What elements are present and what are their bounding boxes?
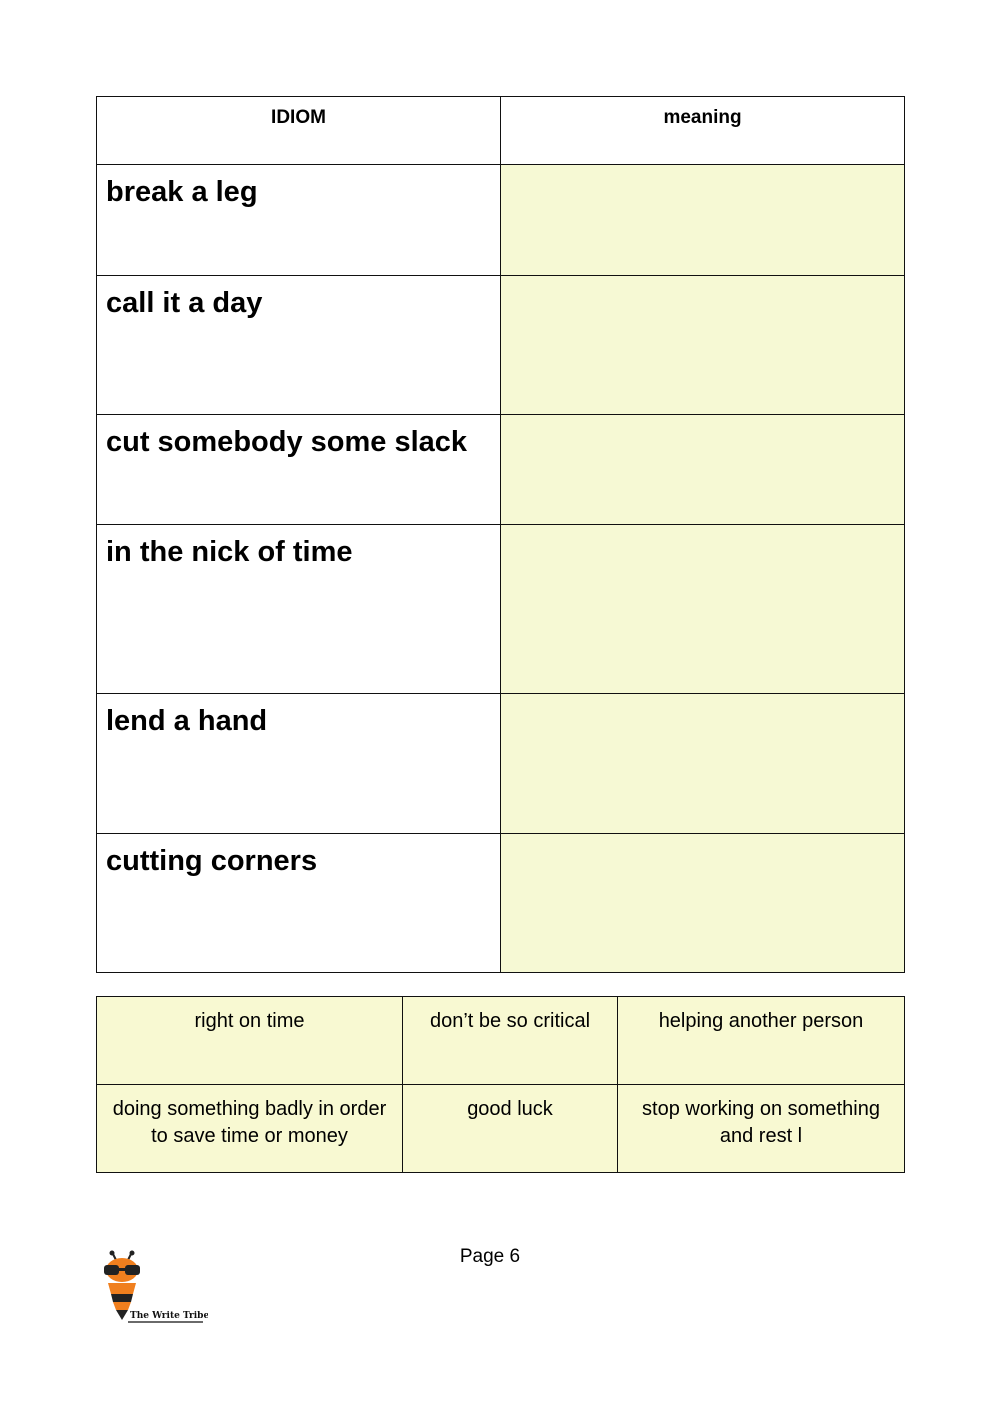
answer-bank-table xyxy=(96,996,905,1173)
idiom-cell: call it a day xyxy=(97,276,501,415)
meaning-cell[interactable] xyxy=(501,525,905,694)
answer-row xyxy=(97,1085,905,1173)
answer-card[interactable]: helping another person xyxy=(618,997,905,1085)
idiom-table xyxy=(96,96,905,973)
answer-row xyxy=(97,997,905,1085)
meaning-cell[interactable] xyxy=(501,415,905,525)
meaning-cell[interactable] xyxy=(501,165,905,276)
idiom-cell: cutting corners xyxy=(97,834,501,973)
idiom-cell: lend a hand xyxy=(97,694,501,834)
idiom-cell: in the nick of time xyxy=(97,525,501,694)
logo-text: The Write Tribe xyxy=(130,1311,208,1321)
answer-card[interactable]: right on time xyxy=(97,997,403,1085)
table-row xyxy=(97,276,905,415)
meaning-cell[interactable] xyxy=(501,694,905,834)
header-row xyxy=(97,97,905,165)
table-row xyxy=(97,694,905,834)
answer-card[interactable]: stop working on something and rest l xyxy=(618,1085,905,1173)
bee-icon xyxy=(98,1250,208,1330)
meaning-cell[interactable] xyxy=(501,276,905,415)
answer-card[interactable]: don’t be so critical xyxy=(403,997,618,1085)
meaning-cell[interactable] xyxy=(501,834,905,973)
answer-card[interactable]: doing something badly in order to save time or money xyxy=(97,1085,403,1173)
idiom-cell: break a leg xyxy=(97,165,501,276)
idiom-cell: cut somebody some slack xyxy=(97,415,501,525)
table-row xyxy=(97,165,905,276)
answer-card[interactable]: good luck xyxy=(403,1085,618,1173)
write-tribe-logo xyxy=(98,1250,208,1330)
table-row xyxy=(97,525,905,694)
header-meaning: meaning xyxy=(501,97,905,165)
header-idiom: IDIOM xyxy=(97,97,501,165)
table-row xyxy=(97,415,905,525)
page-number: Page 6 xyxy=(459,1246,521,1267)
table-row xyxy=(97,834,905,973)
